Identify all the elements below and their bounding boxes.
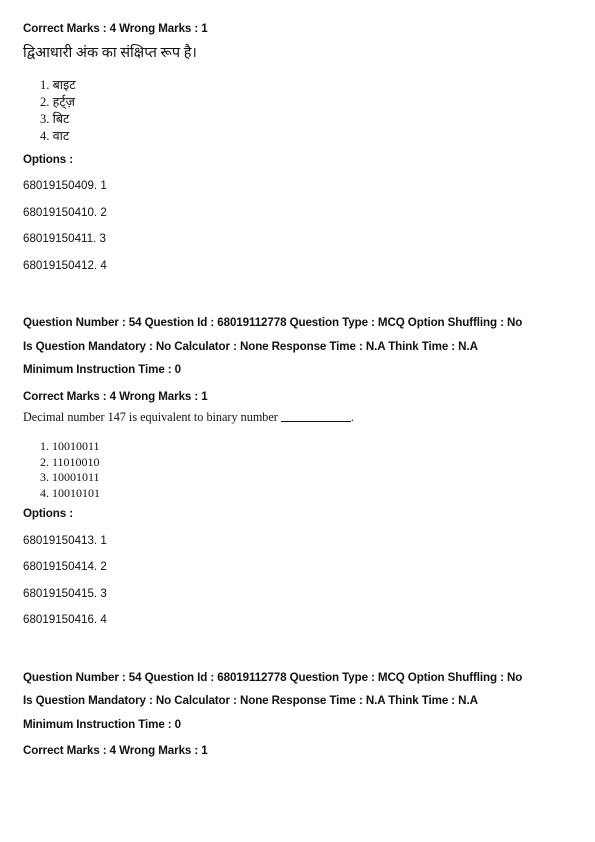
marks-line: Correct Marks : 4 Wrong Marks : 1 (23, 390, 208, 403)
question-text: Decimal number 147 is equivalent to binary number (23, 410, 278, 424)
question-header-line: Question Number : 54 Question Id : 68019112778 Question Type : MCQ Option Shuffling : No (23, 671, 523, 684)
option-id-line: 68019150415. 3 (23, 587, 107, 600)
question-header-line: Minimum Instruction Time : 0 (23, 363, 182, 376)
choice-list (40, 439, 100, 501)
question-header-line: Is Question Mandatory : No Calculator : None Response Time : N.A Think Time : N.A (23, 694, 478, 707)
option-id-line: 68019150409. 1 (23, 179, 107, 192)
choice-item: 2. 11010010 (40, 454, 100, 469)
option-id-line: 68019150413. 1 (23, 534, 107, 547)
question-header-line: Question Number : 54 Question Id : 68019112778 Question Type : MCQ Option Shuffling : No (23, 316, 523, 329)
choice-item: 1. 10010011 (40, 439, 100, 453)
marks-line: Correct Marks : 4 Wrong Marks : 1 (23, 22, 208, 35)
options-label: Options : (23, 153, 73, 166)
option-id-line: 68019150412. 4 (23, 259, 107, 272)
marks-line: Correct Marks : 4 Wrong Marks : 1 (23, 744, 208, 757)
choice-item: 4. 10010101 (40, 485, 100, 500)
answer-blank (281, 421, 351, 422)
options-label: Options : (23, 507, 73, 520)
choice-item: 4. वाट (40, 129, 70, 143)
question-header-line: Is Question Mandatory : No Calculator : None Response Time : N.A Think Time : N.A (23, 340, 478, 353)
option-id-line: 68019150411. 3 (23, 232, 106, 245)
question-header-line: Minimum Instruction Time : 0 (23, 718, 182, 731)
choice-item: 1. बाइट (40, 78, 76, 92)
option-id-line: 68019150416. 4 (23, 613, 107, 626)
option-id-line: 68019150410. 2 (23, 206, 107, 219)
choice-item: 2. हर्ट्ज़ (40, 95, 75, 109)
option-id-line: 68019150414. 2 (23, 560, 107, 573)
question-end: . (350, 410, 354, 424)
question-stem: द्विआधारी अंक का संक्षिप्त रूप है। (23, 45, 197, 61)
choice-item: 3. 10001011 (40, 470, 100, 484)
choice-item: 3. बिट (40, 112, 70, 126)
choice-list (40, 77, 76, 145)
question-stem (23, 410, 354, 425)
